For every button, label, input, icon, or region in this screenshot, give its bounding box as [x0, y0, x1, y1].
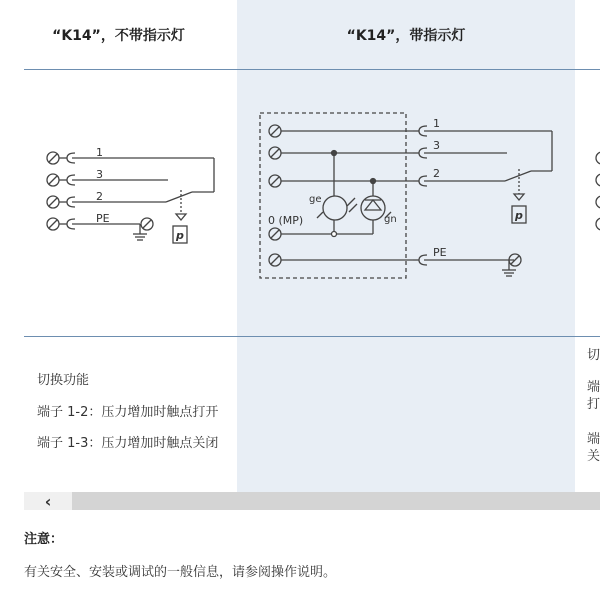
column-with-indicator: [237, 0, 575, 492]
wiring-diagram-cutoff: [575, 70, 600, 336]
function-description-cutoff: [575, 337, 600, 492]
pressure-symbol: p: [515, 209, 523, 222]
led-label-ge: ge: [309, 194, 322, 205]
column-without-indicator: [0, 0, 237, 492]
wiring-diagram-with-indicator: [237, 70, 575, 336]
function-description: [0, 337, 237, 492]
wiring-diagram-svg: [0, 70, 237, 336]
note-title: 注意：: [24, 532, 64, 547]
terminal-label-3: 3: [433, 139, 440, 152]
column-header: “K14”，带指示灯: [346, 27, 466, 44]
wiring-diagram-svg: [575, 70, 600, 336]
terminal-label-pe: PE: [96, 212, 110, 225]
cutoff-text-1: 切: [587, 348, 600, 363]
led-label-gn: gn: [384, 214, 397, 225]
terminal-label-3: 3: [96, 168, 103, 181]
terminal-1-2-description: 端子 1-2：压力增加时触点打开: [37, 405, 219, 420]
horizontal-scrollbar[interactable]: [24, 492, 600, 510]
terminal-label-1: 1: [96, 146, 103, 159]
terminal-label-2: 2: [96, 190, 103, 203]
note-text: 有关安全、安装或调试的一般信息，请参阅操作说明。: [24, 565, 337, 580]
cutoff-text-2: 端打: [587, 380, 600, 412]
pressure-symbol: p: [176, 229, 184, 242]
column-header: “K14”，不带指示灯: [52, 27, 185, 44]
column-cutoff: [575, 0, 600, 492]
header-divider: [24, 69, 600, 70]
terminal-1-3-description: 端子 1-3：压力增加时触点关闭: [37, 436, 219, 451]
terminal-label-pe: PE: [433, 246, 447, 259]
scroll-left-button[interactable]: [24, 492, 72, 510]
function-title: 切换功能: [37, 373, 90, 388]
wiring-diagram-without-indicator: [0, 70, 237, 336]
terminal-label-2: 2: [433, 167, 440, 180]
terminal-label-mp: 0 (MP): [268, 214, 304, 227]
wiring-diagram-svg: [237, 70, 575, 336]
terminal-label-1: 1: [433, 117, 440, 130]
row-divider: [24, 336, 600, 337]
chevron-left-icon: ‹: [44, 491, 52, 511]
cutoff-text-3: 端关: [587, 432, 600, 464]
